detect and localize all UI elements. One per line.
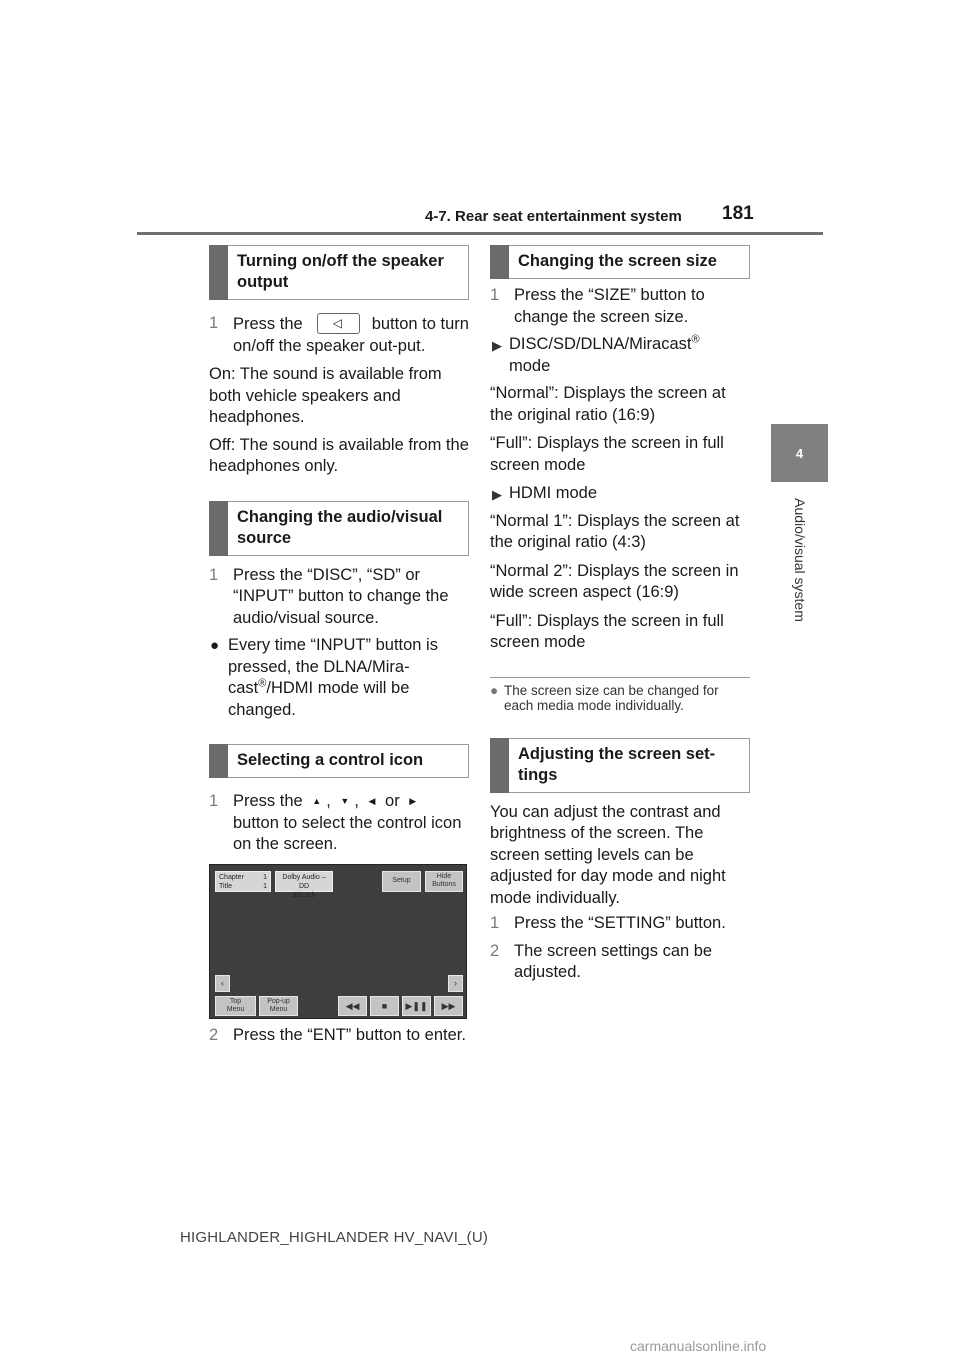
step-number: 1	[209, 565, 219, 584]
control-step-1: 1 Press the ▲ , ▼ , ◀ or ▶ button to select the control icon on the screen.	[209, 792, 462, 853]
stop-button[interactable]	[370, 996, 399, 1016]
adjust-step-2: 2 The screen settings can be adjusted.	[490, 941, 713, 981]
popup-menu-button[interactable]: Pop-up Menu	[259, 996, 298, 1016]
step-number: 1	[490, 286, 500, 304]
size-normal2-text: “Normal 2”: Displays the screen in wide screen aspect (16:9)	[490, 561, 739, 601]
note-text: ● The screen size can be changed for each media mode individually.	[490, 682, 719, 713]
page-number: 181	[722, 203, 754, 224]
top-menu-button[interactable]: Top Menu	[215, 996, 256, 1016]
size-normal-text: “Normal”: Displays the screen at the original ratio (16:9)	[490, 384, 726, 424]
prev-page-button[interactable]	[215, 975, 230, 992]
triangle-bullet-icon: ▶	[492, 338, 502, 353]
chevron-right-icon: ›	[454, 978, 457, 988]
mode-disc: ▶ DISC/SD/DLNA/Miracast® mode	[492, 333, 700, 375]
chapter-tab[interactable]	[771, 424, 828, 482]
model-footer: HIGHLANDER_HIGHLANDER HV_NAVI_(U)	[180, 1229, 489, 1246]
hide-buttons-button[interactable]: Hide Buttons	[425, 871, 463, 892]
speaker-step-1: 1 Press the ◁ button to turn on/off the speaker out-put.	[209, 314, 469, 355]
input-mode-bullet: ● Every time “INPUT” button is pressed, the DLNA/Mira-cast®/HDMI mode will be changed.	[210, 636, 438, 719]
triangle-bullet-icon: ▶	[492, 487, 502, 502]
audio-format-info: Dolby Audio – DD 3/2.1ch	[275, 871, 333, 892]
right-column	[490, 245, 750, 984]
heading-screen-settings: Adjusting the screen set-tings	[490, 738, 750, 793]
note-dot-icon: ●	[490, 682, 499, 698]
setup-button[interactable]: Setup	[382, 871, 421, 892]
rewind-button[interactable]	[338, 996, 367, 1016]
rear-screen-screenshot	[209, 864, 467, 1019]
step-number: 1	[209, 792, 219, 810]
heading-screen-size: Changing the screen size	[490, 245, 750, 279]
note-divider	[490, 677, 750, 678]
speaker-button-icon: ◁	[317, 313, 360, 334]
adjust-intro-text: You can adjust the contrast and brightness of the screen. The screen setting levels can be adjusted for day mode and night mode individually.	[490, 802, 726, 907]
step-number: 2	[490, 941, 500, 960]
heading-av-source: Changing the audio/visual source	[209, 501, 469, 556]
control-step-2: 2 Press the “ENT” button to enter.	[209, 1025, 469, 1047]
heading-speaker-output: Turning on/off the speaker output	[209, 245, 469, 300]
arrow-down-icon: ▼	[340, 796, 350, 806]
play-pause-button[interactable]	[402, 996, 431, 1016]
speaker-off-text: Off: The sound is available from the headphones only.	[209, 435, 469, 475]
chevron-left-icon: ‹	[221, 978, 224, 988]
bullet-dot-icon: ●	[210, 637, 220, 654]
size-full2-text: “Full”: Displays the screen in full screen mode	[490, 611, 724, 651]
speaker-on-text: On: The sound is available from both vehicle speakers and headphones.	[209, 365, 442, 426]
step-number: 2	[209, 1025, 219, 1044]
size-step-1: 1 Press the “SIZE” button to change the screen size.	[490, 286, 705, 326]
fast-forward-button[interactable]	[434, 996, 463, 1016]
chapter-tab-number: 4	[795, 445, 804, 461]
mode-hdmi: ▶ HDMI mode	[490, 483, 750, 505]
stop-icon: ■	[381, 1000, 388, 1011]
chapter-title-info: Chapter 1 Title 1	[215, 871, 271, 892]
play-pause-icon: ▶❚❚	[405, 1000, 428, 1011]
arrow-up-icon: ▲	[312, 796, 322, 806]
source-step-1: 1 Press the “DISC”, “SD” or “INPUT” button to change the audio/visual source.	[209, 565, 449, 627]
fast-forward-icon: ▶▶	[441, 1000, 456, 1011]
adjust-step-1: 1 Press the “SETTING” button.	[490, 913, 750, 935]
size-full-text: “Full”: Displays the screen in full screen mode	[490, 434, 724, 474]
header-rule	[137, 232, 823, 235]
size-normal1-text: “Normal 1”: Displays the screen at the original ratio (4:3)	[490, 511, 740, 551]
left-column	[209, 245, 469, 1046]
arrow-left-icon: ◀	[368, 796, 376, 806]
step-number: 1	[209, 314, 219, 332]
section-title: 4-7. Rear seat entertainment system	[425, 208, 682, 225]
arrow-right-icon: ▶	[409, 796, 417, 806]
rewind-icon: ◀◀	[345, 1000, 360, 1011]
watermark-link[interactable]: carmanualsonline.info	[630, 1338, 767, 1354]
next-page-button[interactable]	[448, 975, 463, 992]
step-number: 1	[490, 914, 500, 932]
heading-control-icon: Selecting a control icon	[209, 744, 469, 778]
